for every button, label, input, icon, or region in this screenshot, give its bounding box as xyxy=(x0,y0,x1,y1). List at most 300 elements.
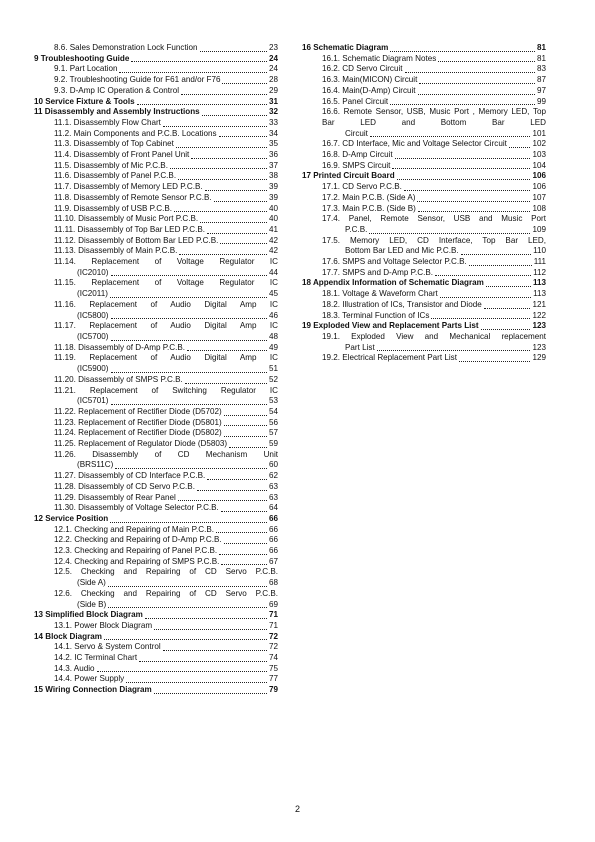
toc-entry-title-continued: (IC5800) xyxy=(77,310,109,320)
toc-entry-title: 12.6. Checking and Repairing of CD Servo P.C.B. xyxy=(54,588,278,598)
toc-entry-title-continued: Bottom Bar LED and Mic P.C.B. xyxy=(345,246,459,256)
toc-entry-title: 14 Block Diagram xyxy=(34,631,102,641)
toc-section-entry xyxy=(34,525,278,536)
toc-page-number: 66 xyxy=(268,524,278,534)
toc-entry-title-continued: P.C.B. xyxy=(345,224,368,234)
toc-section-entry xyxy=(302,86,546,97)
toc-page-number: 45 xyxy=(268,289,278,299)
toc-chapter-entry xyxy=(34,107,278,118)
toc-entry-title: 12.3. Checking and Repairing of Panel P.C.B. xyxy=(54,546,218,556)
toc-section-entry xyxy=(302,257,546,268)
toc-page-number: 68 xyxy=(268,578,278,588)
toc-entry-title: 11.30. Disassembly of Voltage Selector P.C.B. xyxy=(54,503,219,513)
toc-leader-dots xyxy=(221,564,267,565)
toc-section-entry xyxy=(302,332,546,353)
toc-leader-dots xyxy=(419,83,535,84)
toc-section-entry xyxy=(302,236,546,257)
toc-page-number: 66 xyxy=(268,546,278,556)
toc-entry-title: 11.1. Disassembly Flow Chart xyxy=(54,117,161,127)
toc-page-number: 56 xyxy=(268,417,278,427)
toc-page-number: 74 xyxy=(268,653,278,663)
toc-entry-title: 19.1. Exploded View and Mechanical replacement xyxy=(322,331,546,341)
toc-leader-dots xyxy=(486,286,531,287)
toc-entry-title: 11.7. Disassembly of Memory LED P.C.B. xyxy=(54,182,203,192)
toc-section-entry xyxy=(302,311,546,322)
toc-chapter-entry xyxy=(34,514,278,525)
toc-leader-dots xyxy=(131,61,267,62)
toc-left-column xyxy=(34,43,278,696)
toc-leader-dots xyxy=(418,211,531,212)
toc-section-entry xyxy=(34,129,278,140)
toc-page-number: 81 xyxy=(536,53,546,63)
toc-page-number: 111 xyxy=(533,257,546,267)
toc-leader-dots xyxy=(200,51,267,52)
toc-page-number: 123 xyxy=(532,321,546,331)
toc-entry-title: 17.4. Panel, Remote Sensor, USB and Music Port xyxy=(322,214,546,224)
toc-leader-dots xyxy=(187,350,267,351)
toc-section-entry xyxy=(34,214,278,225)
toc-section-entry xyxy=(302,54,546,65)
toc-section-entry xyxy=(34,171,278,182)
toc-entry-title-continued: (IC5700) xyxy=(77,331,109,341)
toc-section-entry xyxy=(34,450,278,471)
toc-entry-title: 17 Printed Circuit Board xyxy=(302,171,395,181)
toc-section-entry xyxy=(34,546,278,557)
toc-page-number: 102 xyxy=(532,139,546,149)
toc-entry-title: 11.14. Replacement of Voltage Regulator IC xyxy=(54,257,278,267)
toc-entry-title: 13 Simplified Block Diagram xyxy=(34,610,143,620)
toc-section-entry xyxy=(34,674,278,685)
toc-page-number: 87 xyxy=(536,75,546,85)
toc-page-number: 123 xyxy=(532,342,546,352)
toc-section-entry xyxy=(302,64,546,75)
toc-leader-dots xyxy=(469,265,532,266)
toc-entry-title-continued: (IC5900) xyxy=(77,364,109,374)
toc-section-entry xyxy=(34,193,278,204)
toc-entry-title: 11.10. Disassembly of Music Port P.C.B. xyxy=(54,214,199,224)
toc-leader-dots xyxy=(405,72,535,73)
toc-leader-dots xyxy=(154,693,267,694)
toc-page-number: 63 xyxy=(268,481,278,491)
toc-page-number: 71 xyxy=(268,620,278,630)
toc-page-number: 42 xyxy=(268,246,278,256)
toc-entry-title: 11.16. Replacement of Audio Digital Amp IC xyxy=(54,299,278,309)
toc-page-number: 35 xyxy=(268,139,278,149)
toc-leader-dots xyxy=(224,436,267,437)
toc-page-number: 110 xyxy=(533,246,546,256)
toc-page-number: 106 xyxy=(532,182,546,192)
toc-section-entry xyxy=(34,75,278,86)
toc-entry-title: 14.1. Servo & System Control xyxy=(54,642,161,652)
toc-leader-dots xyxy=(119,72,267,73)
toc-page-number: 109 xyxy=(532,224,546,234)
toc-page-number: 38 xyxy=(268,171,278,181)
toc-leader-dots xyxy=(224,415,267,416)
toc-entry-title: 17.2. Main P.C.B. (Side A) xyxy=(322,192,416,202)
toc-section-entry xyxy=(302,353,546,364)
toc-entry-title: 17.3. Main P.C.B. (Side B) xyxy=(322,203,416,213)
toc-leader-dots xyxy=(438,61,535,62)
toc-entry-title: 16.9. SMPS Circuit xyxy=(322,160,391,170)
toc-page-number: 24 xyxy=(268,64,278,74)
toc-section-entry xyxy=(34,664,278,675)
toc-leader-dots xyxy=(191,158,267,159)
toc-page-number: 46 xyxy=(268,310,278,320)
toc-leader-dots xyxy=(178,179,267,180)
toc-section-entry xyxy=(34,118,278,129)
toc-entry-title: 16.1. Schematic Diagram Notes xyxy=(322,53,437,63)
toc-leader-dots xyxy=(205,190,267,191)
toc-entry-title: 11.21. Replacement of Switching Regulator IC xyxy=(54,385,278,395)
toc-page-number: 69 xyxy=(268,599,278,609)
toc-leader-dots xyxy=(369,233,530,234)
toc-section-entry xyxy=(34,139,278,150)
toc-leader-dots xyxy=(97,671,267,672)
toc-leader-dots xyxy=(154,629,267,630)
toc-leader-dots xyxy=(431,318,530,319)
toc-page-number: 31 xyxy=(268,96,278,106)
toc-leader-dots xyxy=(197,490,267,491)
toc-section-entry xyxy=(34,321,278,342)
toc-section-entry xyxy=(302,75,546,86)
toc-page-number: 40 xyxy=(268,214,278,224)
toc-entry-title-continued: (Side A) xyxy=(77,578,106,588)
toc-page-number: 103 xyxy=(532,150,546,160)
toc-leader-dots xyxy=(163,126,267,127)
toc-entry-title: 11.2. Main Components and P.C.B. Locations xyxy=(54,128,217,138)
toc-entry-title: 19.2. Electrical Replacement Part List xyxy=(322,353,457,363)
toc-entry-title: 11 Disassembly and Assembly Instructions xyxy=(34,107,200,117)
toc-entry-title: 18.3. Terminal Function of ICs xyxy=(322,310,430,320)
toc-page-number: 62 xyxy=(268,471,278,481)
toc-entry-title: 11.4. Disassembly of Front Panel Unit xyxy=(54,150,190,160)
toc-entry-title: 17.5. Memory LED, CD Interface, Top Bar LED, xyxy=(322,235,546,245)
toc-leader-dots xyxy=(377,350,531,351)
toc-leader-dots xyxy=(163,650,267,651)
toc-section-entry xyxy=(34,64,278,75)
toc-chapter-entry xyxy=(302,171,546,182)
toc-page-number: 48 xyxy=(268,331,278,341)
toc-entry-title: 11.15. Replacement of Voltage Regulator IC xyxy=(54,278,278,288)
toc-section-entry xyxy=(34,300,278,321)
toc-leader-dots xyxy=(200,222,267,223)
toc-entry-title-continued: Part List xyxy=(345,342,375,352)
toc-entry-title: 16.4. Main(D-Amp) Circuit xyxy=(322,85,416,95)
toc-leader-dots xyxy=(207,479,267,480)
toc-leader-dots xyxy=(459,361,531,362)
toc-section-entry xyxy=(302,161,546,172)
toc-entry-title: 9.3. D-Amp IC Operation & Control xyxy=(54,85,180,95)
toc-entry-title: 12.1. Checking and Repairing of Main P.C.B. xyxy=(54,524,215,534)
toc-page-number: 29 xyxy=(268,85,278,95)
toc-leader-dots xyxy=(174,211,267,212)
toc-entry-title: 16.2. CD Servo Circuit xyxy=(322,64,403,74)
toc-entry-title: 14.2. IC Terminal Chart xyxy=(54,653,138,663)
toc-page-number: 37 xyxy=(268,160,278,170)
toc-page-number: 79 xyxy=(268,685,278,695)
toc-section-entry xyxy=(34,535,278,546)
toc-leader-dots xyxy=(404,190,531,191)
toc-section-entry xyxy=(34,567,278,588)
toc-entry-title: 11.3. Disassembly of Top Cabinet xyxy=(54,139,174,149)
toc-page-number: 67 xyxy=(268,556,278,566)
toc-entry-title: 16.6. Remote Sensor, USB, Music Port , Memory LED, Top Bar LED and Bottom Bar LED xyxy=(322,107,549,127)
toc-section-entry xyxy=(34,353,278,374)
toc-entry-title: 9 Troubleshooting Guide xyxy=(34,53,130,63)
toc-page-number: 129 xyxy=(532,353,546,363)
toc-page-number: 72 xyxy=(268,631,278,641)
toc-section-entry xyxy=(302,204,546,215)
toc-leader-dots xyxy=(111,372,267,373)
toc-page-number: 75 xyxy=(268,663,278,673)
toc-entry-title: 11.27. Disassembly of CD Interface P.C.B. xyxy=(54,471,206,481)
toc-leader-dots xyxy=(179,254,267,255)
toc-page-number: 104 xyxy=(532,160,546,170)
toc-entry-title: 11.9. Disassembly of USB P.C.B. xyxy=(54,203,173,213)
toc-chapter-entry xyxy=(302,321,546,332)
toc-section-entry xyxy=(302,150,546,161)
toc-leader-dots xyxy=(110,297,267,298)
toc-entry-title: 18.2. Illustration of ICs, Transistor and Diode xyxy=(322,299,482,309)
toc-page-number: 23 xyxy=(268,43,278,52)
toc-entry-title: 8.6. Sales Demonstration Lock Function xyxy=(54,43,198,52)
toc-page-number: 71 xyxy=(268,610,278,620)
toc-entry-title: 11.22. Replacement of Rectifier Diode (D5702) xyxy=(54,406,222,416)
toc-leader-dots xyxy=(111,275,267,276)
toc-leader-dots xyxy=(392,168,530,169)
toc-entry-title: 12.2. Checking and Repairing of D-Amp P.C.B. xyxy=(54,535,222,545)
toc-leader-dots xyxy=(229,447,267,448)
toc-entry-title: 16.3. Main(MICON) Circuit xyxy=(322,75,418,85)
toc-page-number: 32 xyxy=(268,107,278,117)
toc-leader-dots xyxy=(202,115,267,116)
toc-section-entry xyxy=(34,246,278,257)
toc-page-number: 53 xyxy=(268,396,278,406)
toc-leader-dots xyxy=(115,468,267,469)
toc-page-number: 51 xyxy=(268,364,278,374)
toc-entry-title: 12.4. Checking and Repairing of SMPS P.C.B. xyxy=(54,556,220,566)
toc-chapter-entry xyxy=(34,54,278,65)
toc-page-number: 108 xyxy=(532,203,546,213)
toc-leader-dots xyxy=(137,104,267,105)
toc-section-entry xyxy=(302,193,546,204)
toc-entry-title: 14.4. Power Supply xyxy=(54,674,125,684)
toc-entry-title: 14.3. Audio xyxy=(54,663,95,673)
toc-chapter-entry xyxy=(34,610,278,621)
toc-leader-dots xyxy=(395,158,531,159)
toc-leader-dots xyxy=(104,639,267,640)
toc-leader-dots xyxy=(111,404,267,405)
toc-page-number: 24 xyxy=(268,53,278,63)
toc-page-number: 83 xyxy=(536,64,546,74)
toc-entry-title: 16.7. CD Interface, Mic and Voltage Selector Circuit xyxy=(322,139,507,149)
toc-section-entry xyxy=(302,107,549,139)
toc-section-entry xyxy=(34,482,278,493)
toc-entry-title: 10 Service Fixture & Tools xyxy=(34,96,135,106)
toc-entry-title: 11.6. Disassembly of Panel P.C.B. xyxy=(54,171,177,181)
toc-entry-title: 16.5. Panel Circuit xyxy=(322,96,389,106)
toc-section-entry xyxy=(34,428,278,439)
toc-page-number: 99 xyxy=(536,96,546,106)
toc-entry-title: 17.7. SMPS and D-Amp P.C.B. xyxy=(322,267,433,277)
toc-page-number: 41 xyxy=(268,224,278,234)
toc-section-entry xyxy=(34,161,278,172)
toc-section-entry xyxy=(34,642,278,653)
toc-page-number: 107 xyxy=(532,192,546,202)
toc-page-number: 57 xyxy=(268,428,278,438)
toc-section-entry xyxy=(34,278,278,299)
toc-entry-title: 11.19. Replacement of Audio Digital Amp IC xyxy=(54,353,278,363)
toc-page-number: 72 xyxy=(268,642,278,652)
toc-leader-dots xyxy=(181,94,267,95)
toc-entry-title-continued: (Side B) xyxy=(77,599,107,609)
toc-leader-dots xyxy=(170,168,267,169)
toc-leader-dots xyxy=(219,136,267,137)
toc-leader-dots xyxy=(220,243,267,244)
toc-entry-title: 11.29. Disassembly of Rear Panel xyxy=(54,492,176,502)
toc-page-number: 66 xyxy=(268,535,278,545)
toc-section-entry xyxy=(34,375,278,386)
toc-entry-title-continued: (IC5701) xyxy=(77,396,109,406)
toc-leader-dots xyxy=(435,275,531,276)
toc-leader-dots xyxy=(111,318,267,319)
toc-entry-title: 16 Schematic Diagram xyxy=(302,43,389,52)
toc-section-entry xyxy=(302,139,546,150)
toc-leader-dots xyxy=(417,201,530,202)
toc-page-number: 40 xyxy=(268,203,278,213)
toc-leader-dots xyxy=(222,83,267,84)
toc-section-entry xyxy=(34,653,278,664)
toc-entry-title: 11.5. Disassembly of Mic P.C.B. xyxy=(54,160,168,170)
toc-page-number: 106 xyxy=(532,171,546,181)
toc-entry-title: 11.23. Replacement of Rectifier Diode (D5801) xyxy=(54,417,222,427)
toc-leader-dots xyxy=(207,233,267,234)
toc-page-number: 122 xyxy=(532,310,546,320)
toc-section-entry xyxy=(34,621,278,632)
toc-leader-dots xyxy=(390,104,535,105)
toc-leader-dots xyxy=(484,308,531,309)
toc-section-entry xyxy=(302,268,546,279)
toc-page-number: 113 xyxy=(532,278,546,288)
toc-chapter-entry xyxy=(34,97,278,108)
toc-leader-dots xyxy=(481,329,531,330)
toc-leader-dots xyxy=(214,201,267,202)
toc-page-number: 64 xyxy=(268,503,278,513)
toc-entry-title: 9.2. Troubleshooting Guide for F61 and/or F76 xyxy=(54,75,221,85)
toc-page-number: 42 xyxy=(268,235,278,245)
toc-chapter-entry xyxy=(34,685,278,696)
toc-section-entry xyxy=(34,343,278,354)
toc-section-entry xyxy=(34,386,278,407)
toc-section-entry xyxy=(34,418,278,429)
toc-section-entry xyxy=(34,503,278,514)
toc-section-entry xyxy=(34,557,278,568)
toc-right-column xyxy=(302,43,549,364)
toc-entry-title: 17.6. SMPS and Voltage Selector P.C.B. xyxy=(322,257,467,267)
toc-entry-title-continued: (BRS11C) xyxy=(77,460,114,470)
toc-entry-title: 12.5. Checking and Repairing of CD Servo P.C.B. xyxy=(54,567,278,577)
toc-section-entry xyxy=(34,589,278,610)
toc-leader-dots xyxy=(108,607,267,608)
toc-entry-title: 11.13. Disassembly of Main P.C.B. xyxy=(54,246,178,256)
toc-entry-title: 11.24. Replacement of Rectifier Diode (D5802) xyxy=(54,428,222,438)
page-number: 2 xyxy=(294,804,300,814)
toc-entry-title: 18 Appendix Information of Schematic Diagram xyxy=(302,278,484,288)
toc-entry-title-continued: Circuit xyxy=(345,128,368,138)
toc-page-number: 36 xyxy=(268,150,278,160)
toc-leader-dots xyxy=(390,51,535,52)
toc-page-number: 39 xyxy=(268,182,278,192)
toc-page-number: 59 xyxy=(268,439,278,449)
toc-entry-title: 11.17. Replacement of Audio Digital Amp IC xyxy=(54,321,278,331)
toc-section-entry xyxy=(302,182,546,193)
toc-leader-dots xyxy=(111,340,267,341)
toc-page-number: 54 xyxy=(268,406,278,416)
toc-leader-dots xyxy=(108,586,267,587)
toc-leader-dots xyxy=(110,522,267,523)
toc-entry-title: 11.20. Disassembly of SMPS P.C.B. xyxy=(54,374,183,384)
toc-page-number: 49 xyxy=(268,342,278,352)
toc-entry-title: 17.1. CD Servo P.C.B. xyxy=(322,182,402,192)
toc-entry-title: 19 Exploded View and Replacement Parts List xyxy=(302,321,479,331)
toc-section-entry xyxy=(34,43,278,54)
toc-page-number: 66 xyxy=(268,513,278,523)
toc-chapter-entry xyxy=(34,632,278,643)
toc-leader-dots xyxy=(509,147,531,148)
toc-chapter-entry xyxy=(302,43,546,54)
toc-entry-title: 11.8. Disassembly of Remote Sensor P.C.B. xyxy=(54,192,212,202)
toc-entry-title-continued: (IC2010) xyxy=(77,267,109,277)
toc-leader-dots xyxy=(176,147,267,148)
toc-leader-dots xyxy=(418,94,535,95)
toc-page-number: 97 xyxy=(536,85,546,95)
toc-leader-dots xyxy=(224,425,267,426)
toc-page-number: 63 xyxy=(268,492,278,502)
toc-entry-title: 11.11. Disassembly of Top Bar LED P.C.B. xyxy=(54,224,206,234)
toc-page-number: 121 xyxy=(532,299,546,309)
toc-section-entry xyxy=(34,493,278,504)
toc-leader-dots xyxy=(224,543,267,544)
toc-chapter-entry xyxy=(302,278,546,289)
toc-leader-dots xyxy=(370,136,531,137)
toc-page-number: 33 xyxy=(268,117,278,127)
toc-entry-title: 11.12. Disassembly of Bottom Bar LED P.C.B. xyxy=(54,235,219,245)
toc-section-entry xyxy=(34,182,278,193)
toc-page-number: 81 xyxy=(536,43,546,52)
toc-entry-title: 11.18. Disassembly of D-Amp P.C.B. xyxy=(54,342,186,352)
toc-entry-title: 15 Wiring Connection Diagram xyxy=(34,685,152,695)
toc-leader-dots xyxy=(139,661,267,662)
toc-entry-title: 16.8. D-Amp Circuit xyxy=(322,150,393,160)
toc-entry-title: 18.1. Voltage & Waveform Chart xyxy=(322,289,438,299)
toc-section-entry xyxy=(34,225,278,236)
toc-leader-dots xyxy=(145,618,267,619)
toc-page-number: 101 xyxy=(532,128,546,138)
toc-section-entry xyxy=(302,300,546,311)
toc-page-number: 77 xyxy=(268,674,278,684)
toc-section-entry xyxy=(34,439,278,450)
toc-entry-title: 11.28. Disassembly of CD Servo P.C.B. xyxy=(54,481,195,491)
toc-entry-title: 11.26. Disassembly of CD Mechanism Unit xyxy=(54,449,278,459)
toc-entry-title: 13.1. Power Block Diagram xyxy=(54,620,153,630)
toc-page-number: 44 xyxy=(268,267,278,277)
toc-leader-dots xyxy=(221,511,267,512)
toc-page-number: 112 xyxy=(533,267,546,277)
toc-page-number: 113 xyxy=(533,289,546,299)
toc-page-number: 52 xyxy=(268,374,278,384)
toc-section-entry xyxy=(34,407,278,418)
toc-section-entry xyxy=(34,86,278,97)
